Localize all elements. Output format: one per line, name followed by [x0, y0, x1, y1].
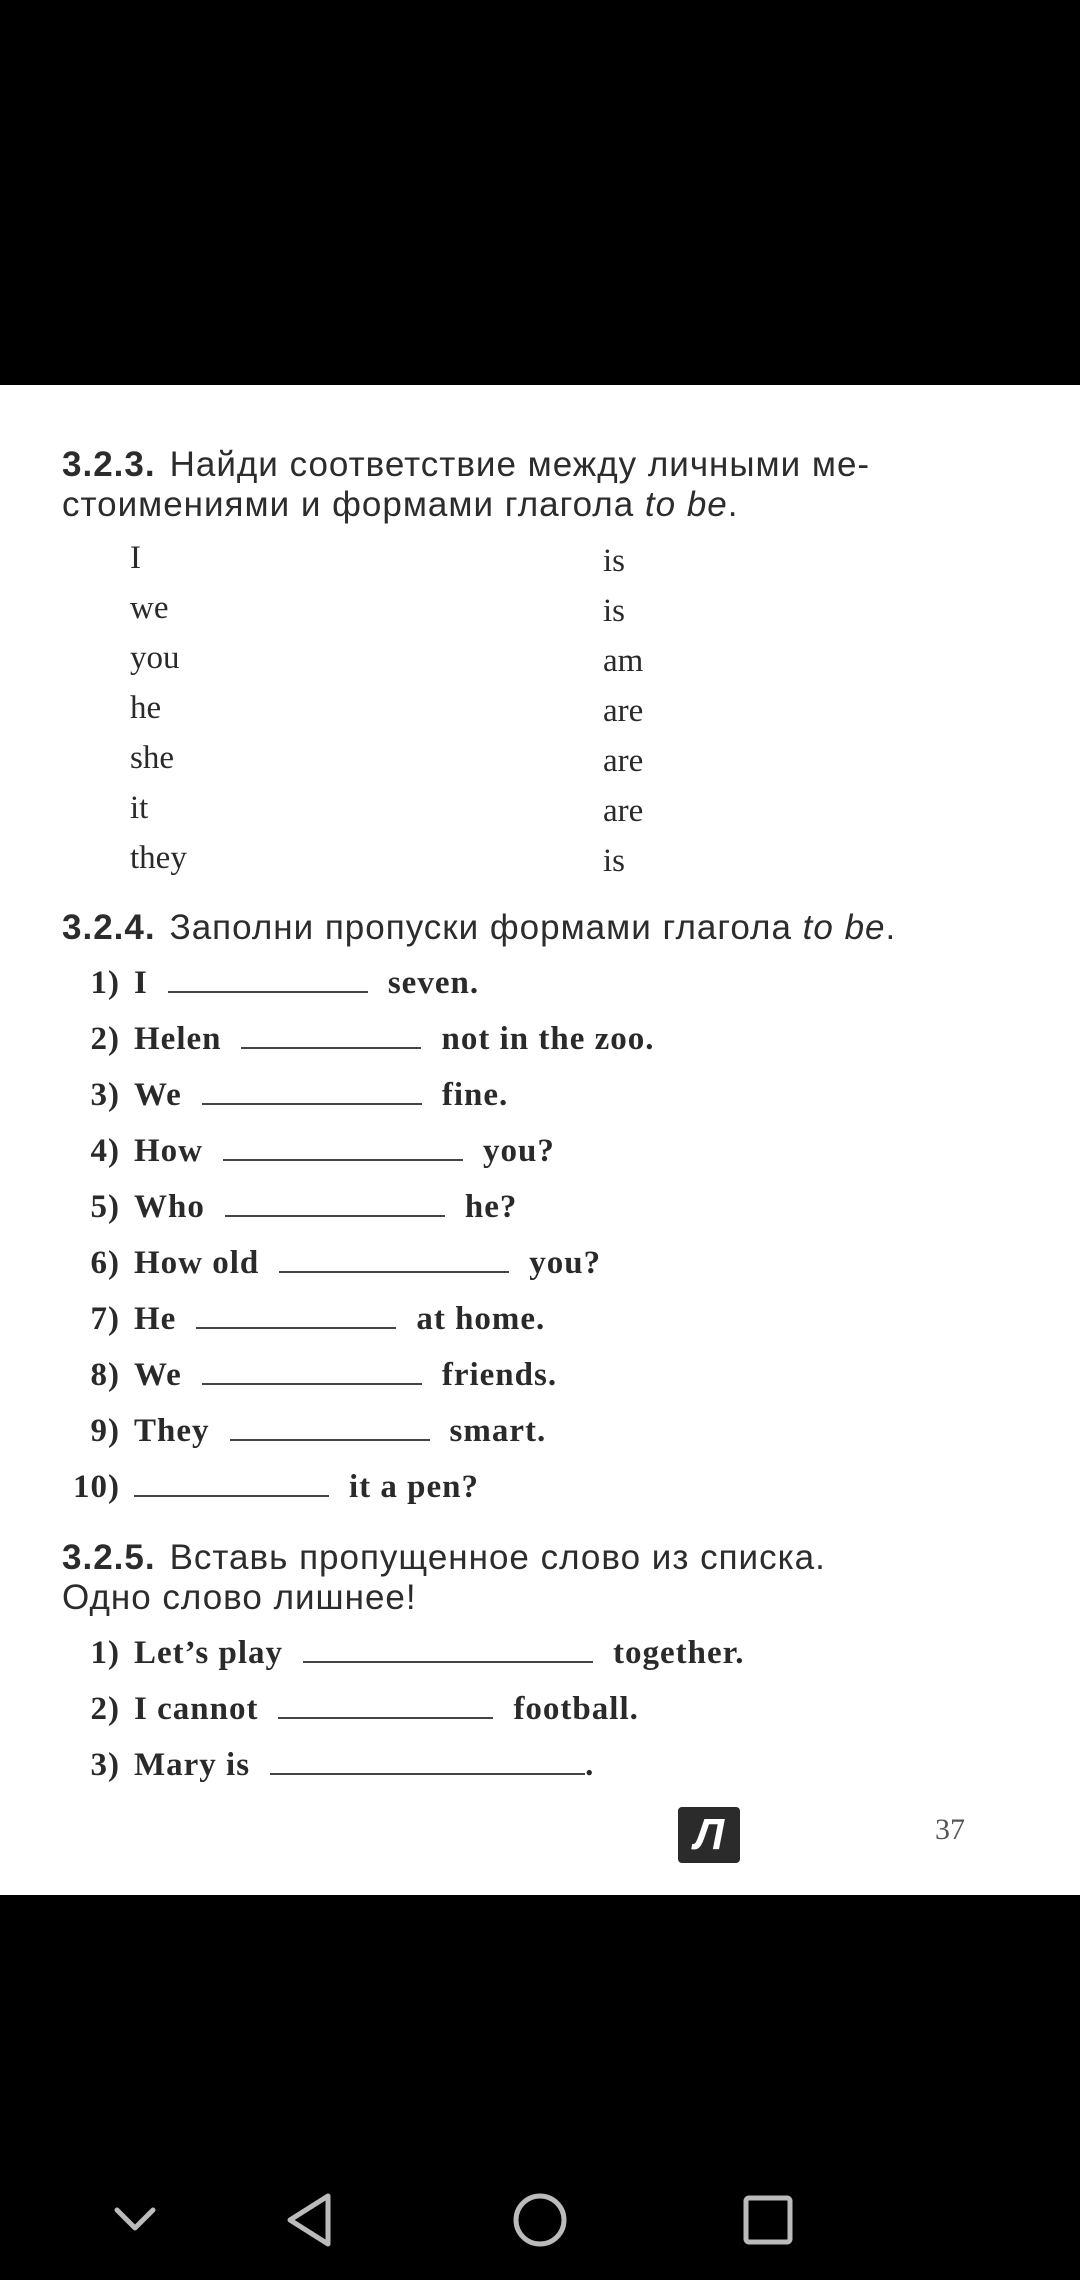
answer-blank[interactable]	[230, 1437, 430, 1441]
verb-form: are	[603, 743, 644, 779]
exercise-3-2-4-heading: 3.2.4. Заполни пропуски формами глагола to be.	[62, 908, 897, 947]
pronoun: it	[130, 790, 149, 826]
list-item: 8) We friends.	[90, 1357, 558, 1393]
page-number: 37	[935, 1813, 965, 1846]
answer-blank[interactable]	[241, 1045, 421, 1049]
exercise-text-italic: to be	[644, 485, 728, 524]
navigation-bar	[0, 2160, 1080, 2280]
list-item: 2) I cannot football.	[90, 1691, 639, 1727]
exercise-3-2-3-heading: 3.2.3. Найди соответствие между личными ме- стоимениями и формами глагола to be.	[62, 445, 871, 524]
exercise-3-2-5-heading	[62, 1538, 1002, 1618]
answer-blank[interactable]	[303, 1659, 593, 1663]
answer-blank[interactable]	[202, 1381, 422, 1385]
pronoun: he	[130, 690, 162, 726]
list-item: 7) He at home.	[90, 1301, 546, 1337]
exercise-text: стоимениями и формами глагола	[62, 485, 645, 524]
answer-blank[interactable]	[279, 1269, 509, 1273]
exercise-text: Заполни пропуски формами глагола	[169, 908, 803, 947]
list-item: 3) We fine.	[90, 1077, 509, 1113]
verb-form: are	[603, 793, 644, 829]
answer-blank[interactable]	[278, 1715, 493, 1719]
exercise-text: Найди соответствие между личными ме-	[169, 445, 871, 484]
answer-blank[interactable]	[223, 1157, 463, 1161]
answer-blank[interactable]	[134, 1493, 329, 1497]
list-item: 5) Who he?	[90, 1189, 518, 1225]
pronoun: they	[130, 840, 187, 876]
pronoun: you	[130, 640, 180, 676]
verb-form: am	[603, 643, 644, 679]
publisher-logo: Л	[678, 1807, 740, 1863]
answer-blank[interactable]	[196, 1325, 396, 1329]
exercise-text: Вставь пропущенное слово из списка.	[169, 1538, 826, 1577]
list-item: 3) Mary is .	[90, 1747, 595, 1783]
verb-form: is	[603, 843, 626, 879]
chevron-down-icon[interactable]	[95, 2180, 175, 2260]
answer-blank[interactable]	[202, 1101, 422, 1105]
list-item: 1) I seven.	[90, 965, 480, 1001]
pronoun: we	[130, 590, 169, 626]
answer-blank[interactable]	[270, 1771, 585, 1775]
exercise-number: 3.2.3.	[62, 445, 156, 484]
home-icon[interactable]	[500, 2180, 580, 2260]
exercise-text-italic: to be	[802, 908, 886, 947]
list-item: 10) it a pen?	[73, 1469, 480, 1505]
answer-blank[interactable]	[225, 1213, 445, 1217]
exercise-number: 3.2.4.	[62, 908, 156, 947]
pronoun: she	[130, 740, 174, 776]
answer-blank[interactable]	[168, 989, 368, 993]
textbook-page	[0, 385, 1080, 1895]
verb-form: is	[603, 593, 626, 629]
list-item: 4) How you?	[90, 1133, 555, 1169]
back-icon[interactable]	[270, 2180, 350, 2260]
recents-icon[interactable]	[728, 2180, 808, 2260]
list-item: 9) They smart.	[90, 1413, 547, 1449]
exercise-text: Одно слово лишнее!	[62, 1578, 417, 1617]
exercise-number: 3.2.5.	[62, 1538, 156, 1577]
list-item: 2) Helen not in the zoo.	[90, 1021, 655, 1057]
pronoun: I	[130, 540, 141, 576]
list-item: 1) Let’s play together.	[90, 1635, 745, 1671]
verb-form: is	[603, 543, 626, 579]
list-item: 6) How old you?	[90, 1245, 602, 1281]
verb-form: are	[603, 693, 644, 729]
